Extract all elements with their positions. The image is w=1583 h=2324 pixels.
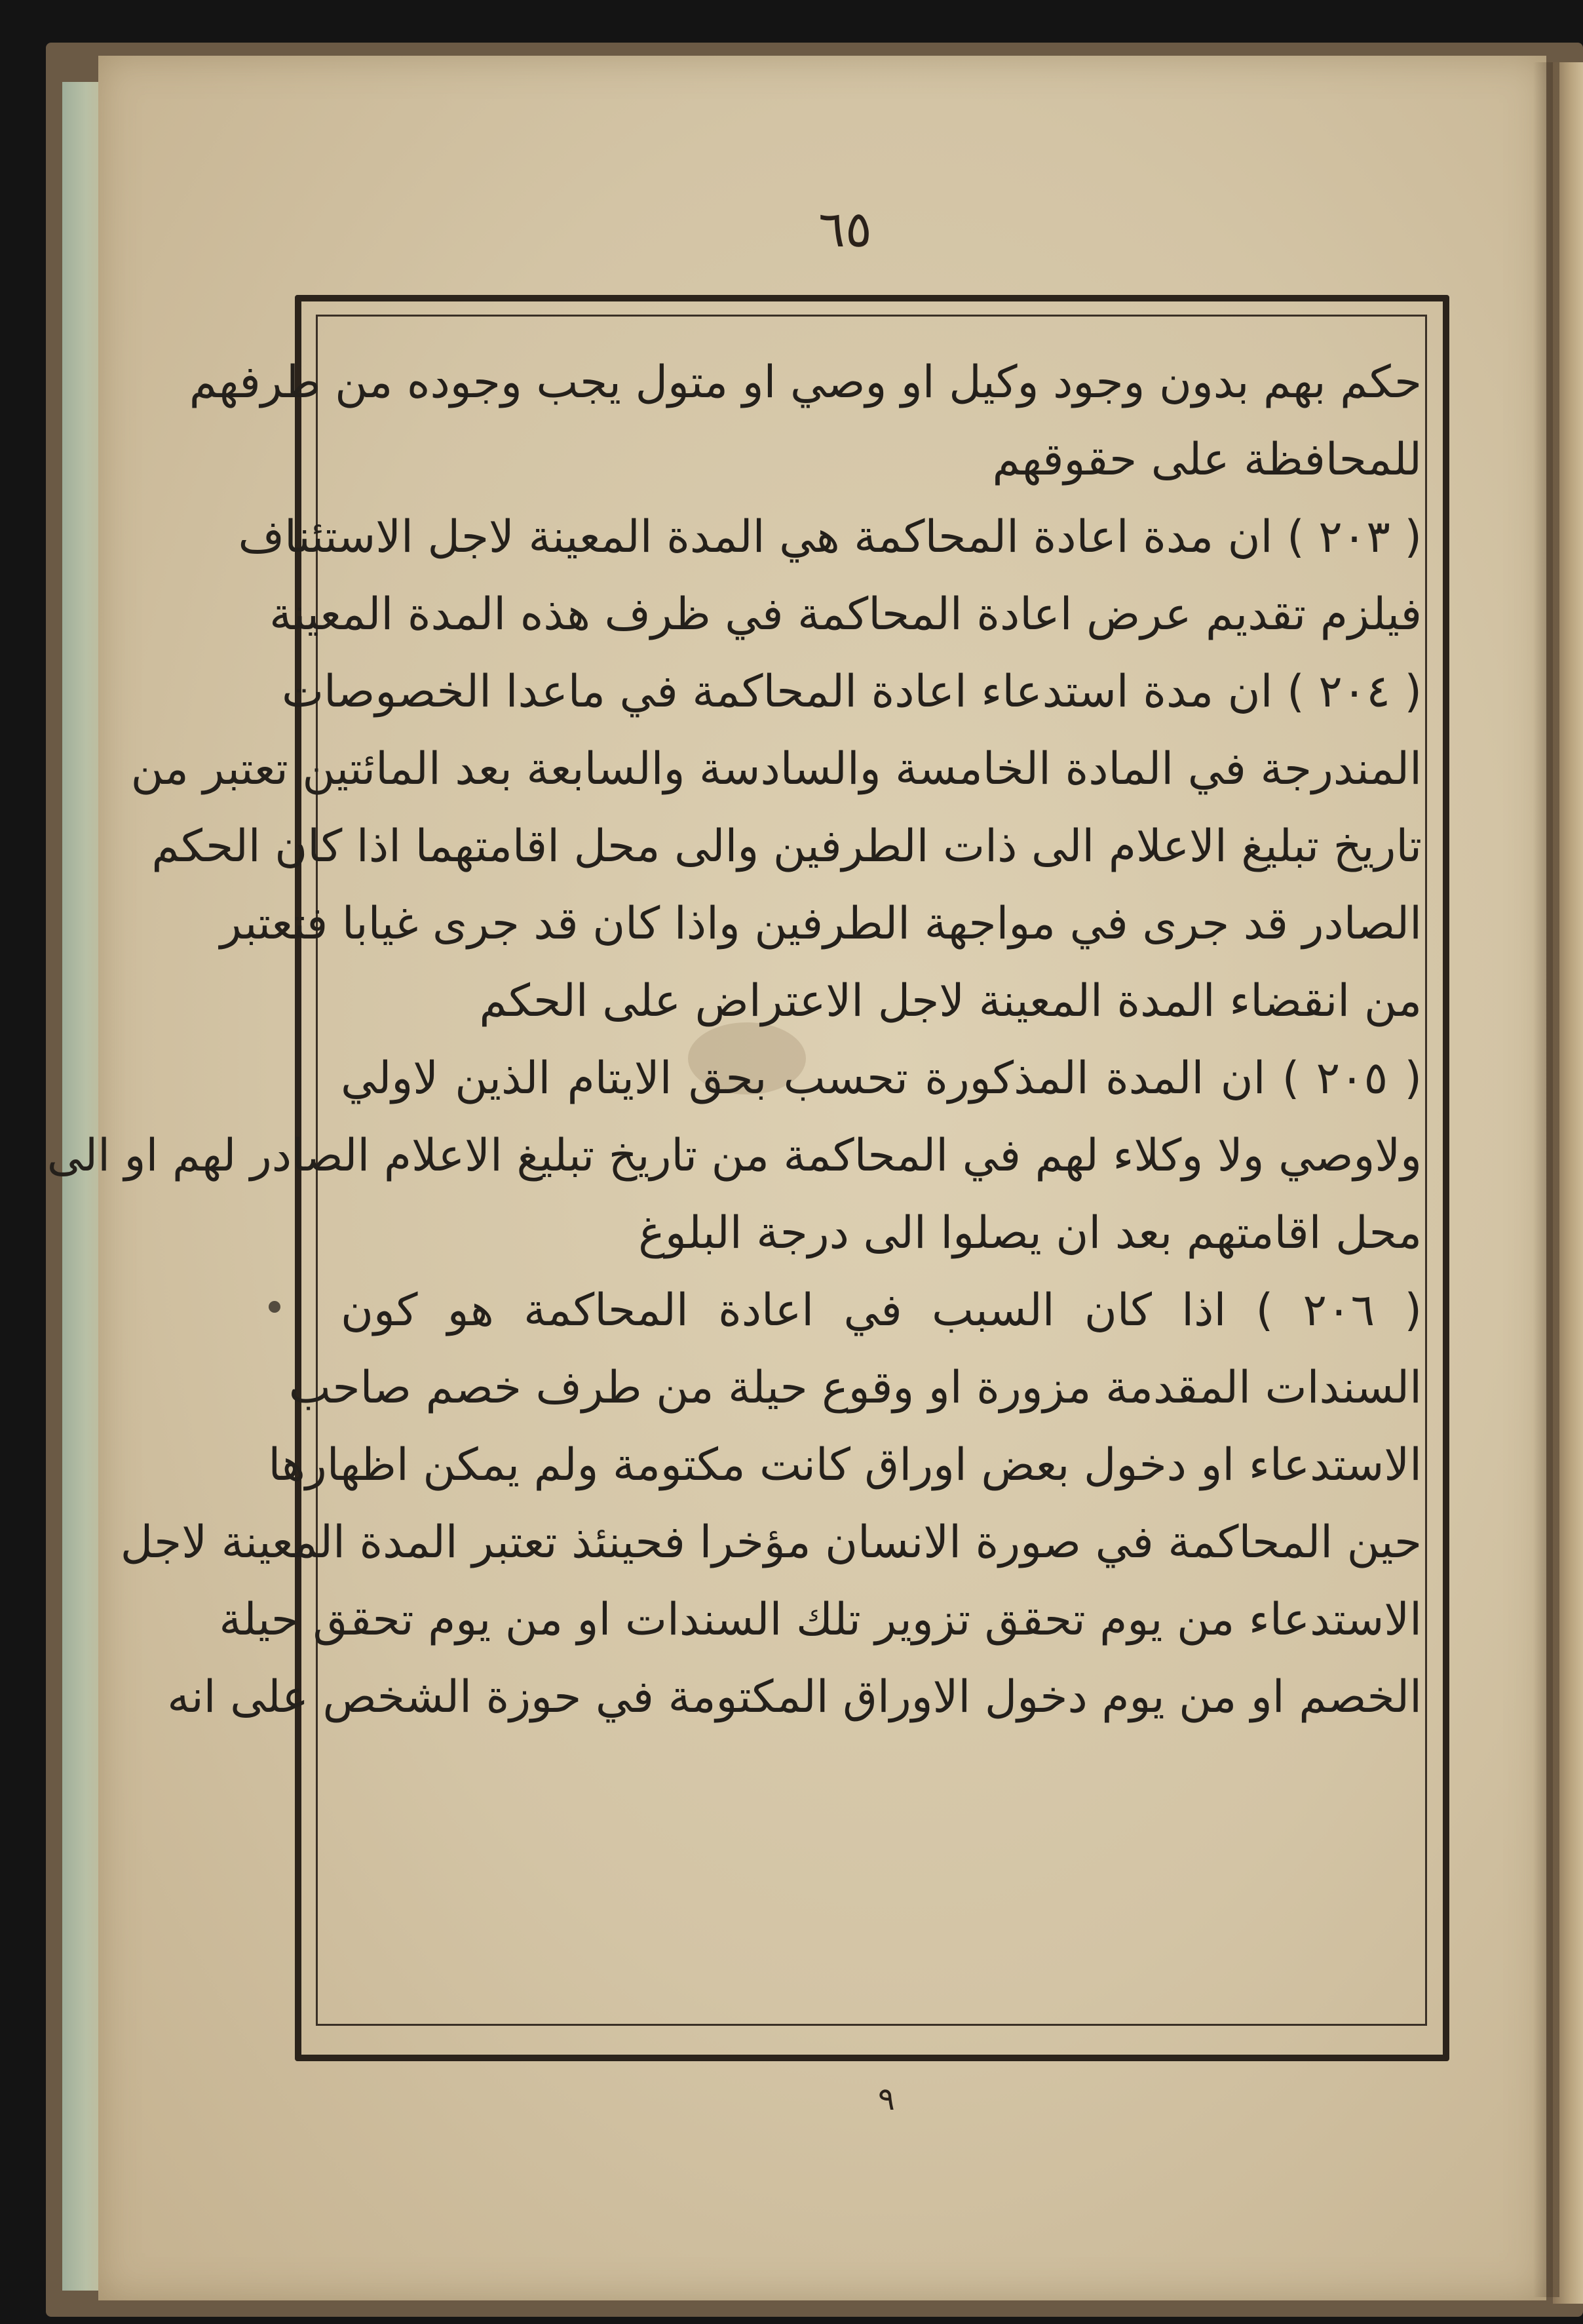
page-number: ٦٥ [818,200,872,258]
article-204-line: ( ٢٠٤ ) ان مدة استدعاء اعادة المحاكمة في ماعدا الخصوصات [281,666,1422,718]
article-206-line: ( ٢٠٦ ) اذا كان السبب في اعادة المحاكمة هو كون [341,1285,1422,1336]
text-line: الاستدعاء من يوم تحقق تزوير تلك السندات او من يوم تحقق حيلة [219,1594,1422,1646]
text-line: السندات المقدمة مزورة او وقوع حيلة من طرف خصم صاحب [288,1362,1422,1414]
text-line: الصادر قد جرى في مواجهة الطرفين واذا كان قد جرى غيابا فتعتبر [219,898,1422,950]
ink-dot [269,1301,280,1313]
text-line: محل اقامتهم بعد ان يصلوا الى درجة البلوغ [638,1207,1422,1259]
text-line: حكم بهم بدون وجود وكيل او وصي او متول يجب وجوده من طرفهم [189,357,1422,408]
article-205-line: ( ٢٠٥ ) ان المدة المذكورة تحسب بحق الايتام الذين لاولي [341,1053,1422,1104]
text-line: حين المحاكمة في صورة الانسان مؤخرا فحينئذ تعتبر المدة المعينة لاجل [120,1517,1422,1568]
text-line: الاستدعاء او دخول بعض اوراق كانت مكتومة ولم يمكن اظهارها [268,1439,1422,1491]
article-203-line: ( ٢٠٣ ) ان مدة اعادة المحاكمة هي المدة المعينة لاجل الاستئناف [238,511,1422,563]
text-line: ولاوصي ولا وكلاء لهم في المحاكمة من تاريخ تبليغ الاعلام الصادر لهم او الى [47,1130,1422,1182]
text-line: للمحافظة على حقوقهم [992,434,1422,486]
text-line: تاريخ تبليغ الاعلام الى ذات الطرفين والى محل اقامتهما اذا كان الحكم [151,821,1422,872]
text-line: المندرجة في المادة الخامسة والسادسة والسابعة بعد المائتين تعتبر من [130,743,1422,795]
text-line: فيلزم تقديم عرض اعادة المحاكمة في ظرف هذه المدة المعينة [269,589,1422,640]
binding-gutter [1533,62,1559,2297]
page-body [47,344,1422,1736]
text-line: من انقضاء المدة المعينة لاجل الاعتراض على الحكم [479,975,1422,1027]
text-line: الخصم او من يوم دخول الاوراق المكتومة في حوزة الشخص على انه [167,1671,1422,1723]
signature-mark: ٩ [878,2081,895,2118]
